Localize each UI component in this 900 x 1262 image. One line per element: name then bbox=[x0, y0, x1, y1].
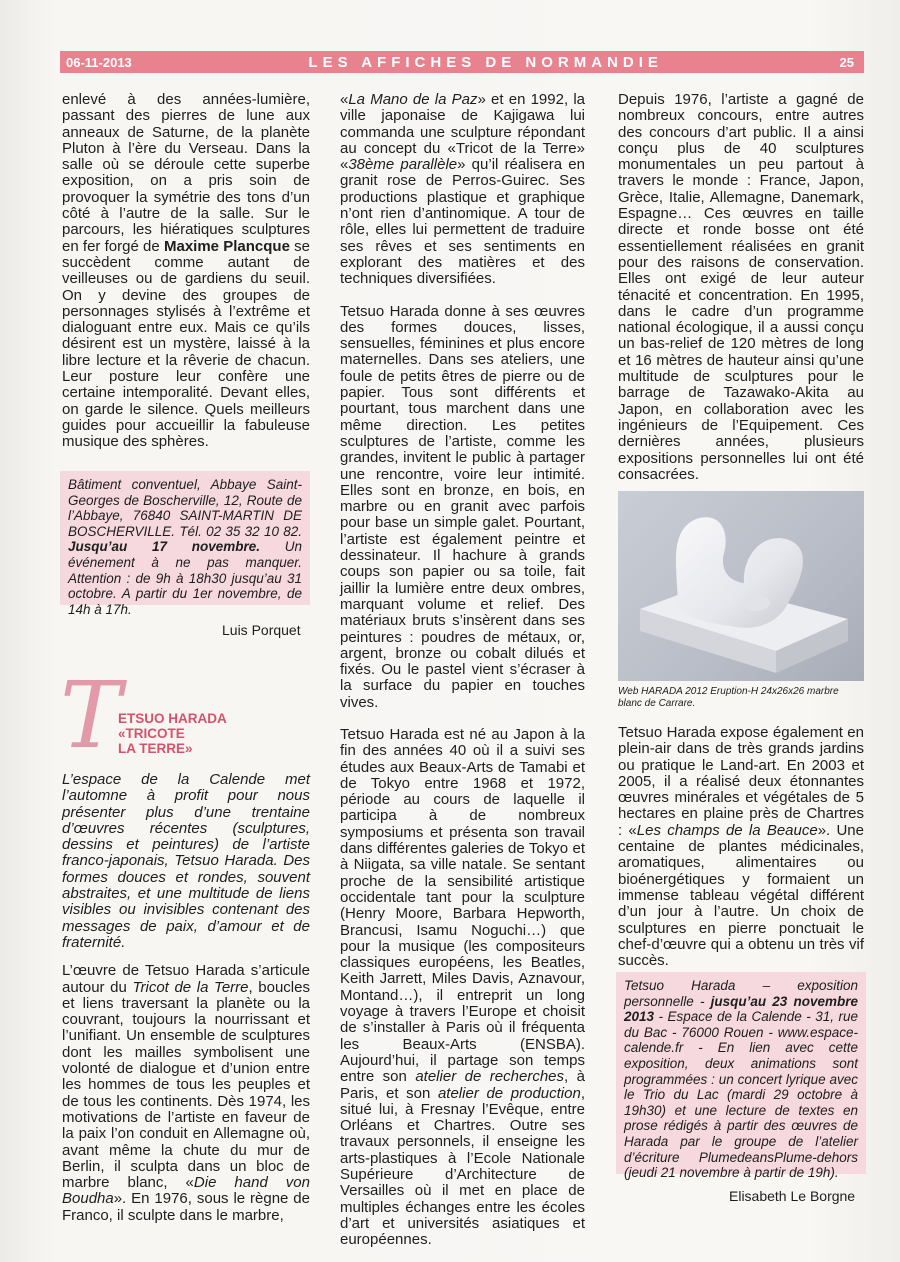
paragraph bbox=[340, 727, 585, 1249]
text: Tetsuo Harada est né au Japon à la fin des années 40 où il a suivi ses études aux Beaux-Arts de Tamabi et de Tokyo entre 1968 et 1972, période au cours de laquelle il participa à de nombreux symposiums et présenta son travail dans différentes galeries de Tokyo et à Niigata, sa ville natale. Se sentant proche de la sensibilité artistique occidentale tant pour la sculpture (Henry Moore, Barbara Hepworth, Brancusi, Isamu Noguchi…) que pour la musique (les compositeurs classiques européens, les Beatles, Keith Jarrett, Miles Davis, Aznavour, Montand…), il entreprit un long voyage à travers l’Europe et choisit de s’installer à Paris où il fréquenta les Beaux-Arts (ENSBA). Aujourd’hui, il partage son temps entre son bbox=[340, 725, 585, 1086]
drop-letter: T bbox=[60, 662, 122, 769]
photo-caption: Web HARADA 2012 Eruption-H 24x26x26 marbre blanc de Carrare. bbox=[618, 686, 839, 709]
title-line: «TRICOTE bbox=[118, 726, 185, 741]
text: » qu’il réalisera en granit rose de Perros-Guirec. Ses productions plastique et graphique n’ont rien d’antinomique. A tour de rôle, elles lui permettent de traduire ses rêves et ses sentiments en explorant des matières et des techniques diversifiées. bbox=[340, 156, 585, 288]
text: La Mano de la Paz bbox=[348, 91, 478, 108]
header-title: LES AFFICHES DE NORMANDIE bbox=[308, 53, 663, 71]
info-box-abbaye bbox=[60, 471, 310, 617]
paragraph bbox=[340, 92, 585, 288]
text: enlevé à des années-lumière, passant des pierres de lune aux anneaux de Saturne, de la planète Pluton à l’ère du Verseau. Dans la salle où se déroule cette superbe exposition, on a pris soin de provoquer la symétrie des tons d’un côté à l’autre de la salle. Sur le parcours, les hiératiques sculptures en fer forgé de bbox=[62, 91, 310, 255]
paragraph: Depuis 1976, l’artiste a gagné de nombreux concours, entre autres des concours d’art public. Il a ainsi conçu plus de 40 sculptures monumentales un peu partout à travers le monde : France, Japon, Grèce, Italie, Allemagne, Danemark, Espagne… Ces œuvres en taille directe et ronde bosse ont été essentiellement réalisées en granit pour des raisons de conservation. Elles ont exigé de leur auteur ténacité et concentration. En 1995, dans le cadre d’un programme national écologique, il a aussi conçu un bas-relief de 120 mètres de long et 16 mètres de hauteur ainsi qu’une multitude de sculptures pour le barrage de Tazawako-Akita au Japon, en collaboration avec les ingénieurs de l’Equipement. Ces dernières années, plusieurs expositions personnelles lui ont été consacrées. bbox=[618, 91, 864, 483]
text: Les champs de la Beauce bbox=[636, 821, 818, 839]
column-3-top bbox=[618, 92, 864, 483]
info-text: Bâtiment conventuel, Abbaye Saint-Georges de Boscherville, 12, Route de l’Abbaye, 76840 SAINT-MARTIN DE BOSCHERVILLE. Tél. 02 35 32 10 82. bbox=[68, 477, 302, 539]
text: , à Paris, et son bbox=[340, 1068, 585, 1102]
text: Die hand von Boudha bbox=[62, 1174, 310, 1208]
info-date: jusqu’au 23 novembre 2013 bbox=[624, 993, 858, 1025]
marble-sculpture-photo bbox=[618, 491, 864, 681]
text: atelier de production bbox=[437, 1084, 581, 1102]
artist-name: Maxime Plancque bbox=[163, 237, 290, 255]
column-2 bbox=[340, 92, 585, 1248]
text: » et en 1992, la ville japonaise de Kajigawa lui commanda une sculpture répondant au concept du «Tricot de la Terre» « bbox=[340, 91, 585, 174]
text: Tetsuo Harada expose également en plein-air dans de très grands jardins ou pratique le Land-art. En 2003 et 2005, il a réalisé deux étonnantes œuvres minérales et végétales de 5 hectares en plaine près de Chartres : « bbox=[618, 724, 864, 839]
text: L’œuvre de Tetsuo Harada s’articule autour du bbox=[62, 962, 310, 996]
info-text: Un événement à ne pas manquer. Attention : de 9h à 18h30 jusqu’au 31 octobre. A partir du 1er novembre, de 14h à 17h. bbox=[68, 539, 302, 617]
paragraph bbox=[62, 92, 310, 451]
header-date: 06-11-2013 bbox=[66, 54, 132, 70]
paragraph: Tetsuo Harada donne à ses œuvres des formes douces, lisses, sensuelles, féminines et plus encore maternelles. Dans ses ateliers, une foule de petits êtres de pierre ou de papier. Tous sont différents et pourtant, tous marchent dans une même direction. Les petites sculptures de l’artiste, comme les grandes, invitent le public à partager une rencontre, voire leur intimité. Elles sont en bronze, en bois, en marbre ou en granit avec parfois pour base un simple galet. Pourtant, l’artiste est également peintre et dessinateur. Il hachure à grands coups son papier ou sa toile, fait jaillir la lumière entre deux ombres, marquant volume et relief. Des matériaux bruts s’insèrent dans ses peintures : poudres de métaux, or, argent, bronze ou cobalt dilués et fixés. Ou le pastel vient s’écraser à la surface du papier en touches vives. bbox=[340, 302, 585, 711]
text: Tricot de la Terre bbox=[132, 978, 249, 996]
info-box-calende bbox=[616, 972, 866, 1181]
text: ». Une centaine de plantes médicinales, aromatiques, alimentaires ou bioénergétiques y formaient un immense tableau végétal différent d’un jour à l’autre. Un choix de sculptures en pierre ponctuait le chef-d’œuvre qui a obtenu un très vif succès. bbox=[618, 821, 864, 970]
text: 38ème parallèle bbox=[348, 156, 458, 174]
sculpture-image bbox=[618, 491, 864, 681]
text: se succèdent comme autant de veilleuses ou de gardiens du seuil. On y devine des groupes de personnages stylisés à l’extrême et dialoguant entre eux. Mais ce qu’ils désirent est un mystère, laissé à la libre lecture et la rêverie de chacun. Leur posture leur confère une certaine intemporalité. Devant elles, on garde le silence. Quels meilleurs guides pour accueillir la fabuleuse musique des sphères. bbox=[62, 237, 311, 451]
text: , boucles et liens traversant la planète ou la couvrant, toujours la nourrissant et l’unifiant. Un ensemble de sculptures dont les mailles symbolisent une volonté de dialogue et d’union entre les hommes de tous les peuples et de tous les continents. Dès 1974, les motivations de l’artiste en faveur de la paix l’on conduit en Allemagne où, avant même la chute du mur de Berlin, il sculpta dans un bloc de marbre blanc, « bbox=[62, 978, 310, 1192]
text: atelier de recherches bbox=[415, 1068, 565, 1086]
title-line: LA TERRE» bbox=[118, 741, 193, 756]
intro-paragraph: L’espace de la Calende met l’automne à profit pour nous présenter plus d’une trentaine d’œuvres récentes (sculptures, dessins et peintures) de l’artiste franco-japonais, Tetsuo Harada. Des formes douces et rondes, souvent abstraites, et une multitude de liens visibles ou invisibles contenant des messages de paix, d’amour et de fraternité. bbox=[62, 771, 310, 951]
author-signature: Elisabeth Le Borgne bbox=[729, 1188, 856, 1204]
paragraph bbox=[62, 963, 310, 1224]
info-text: - Espace de la Calende - 31, rue du Bac - 76000 Rouen - www.espace-calende.fr - En lien avec cette exposition, deux animations sont programmées : un concert lyrique avec le Trio du Lac (mardi 29 octobre à 19h30) et une lecture de textes en prose rédigés à partir des œuvres de Harada par le groupe de l’atelier d’écriture PlumedeansPlume-dehors (jeudi 21 novembre à partir de 19h). bbox=[624, 1009, 858, 1181]
page-header bbox=[60, 51, 864, 73]
column-1-article bbox=[62, 772, 310, 1224]
paragraph bbox=[618, 725, 864, 969]
info-date: Jusqu’au 17 novembre. bbox=[68, 539, 260, 555]
page-number: 25 bbox=[839, 54, 854, 70]
column-1-top bbox=[62, 92, 310, 451]
title-text bbox=[118, 711, 227, 756]
article-title bbox=[60, 662, 310, 769]
info-text: Tetsuo Harada – exposition personnelle - bbox=[624, 978, 858, 1009]
author-signature: Luis Porquet bbox=[222, 622, 301, 638]
text: ». En 1976, sous le règne de Franco, il sculpte dans le marbre, bbox=[62, 1190, 310, 1224]
column-3-bottom bbox=[618, 725, 864, 969]
title-line: ETSUO HARADA bbox=[118, 711, 227, 726]
text: , situé lui, à Fresnay l’Evêque, entre Orléans et Chartres. Outre ses travaux personnels, il enseigne les arts-plastiques à l’Ecole Nationale Supérieure d’Architecture de Versailles où il met en place de multiples échanges entre les écoles d’art et universités asiatiques et européennes. bbox=[340, 1084, 585, 1249]
text: « bbox=[340, 91, 349, 108]
